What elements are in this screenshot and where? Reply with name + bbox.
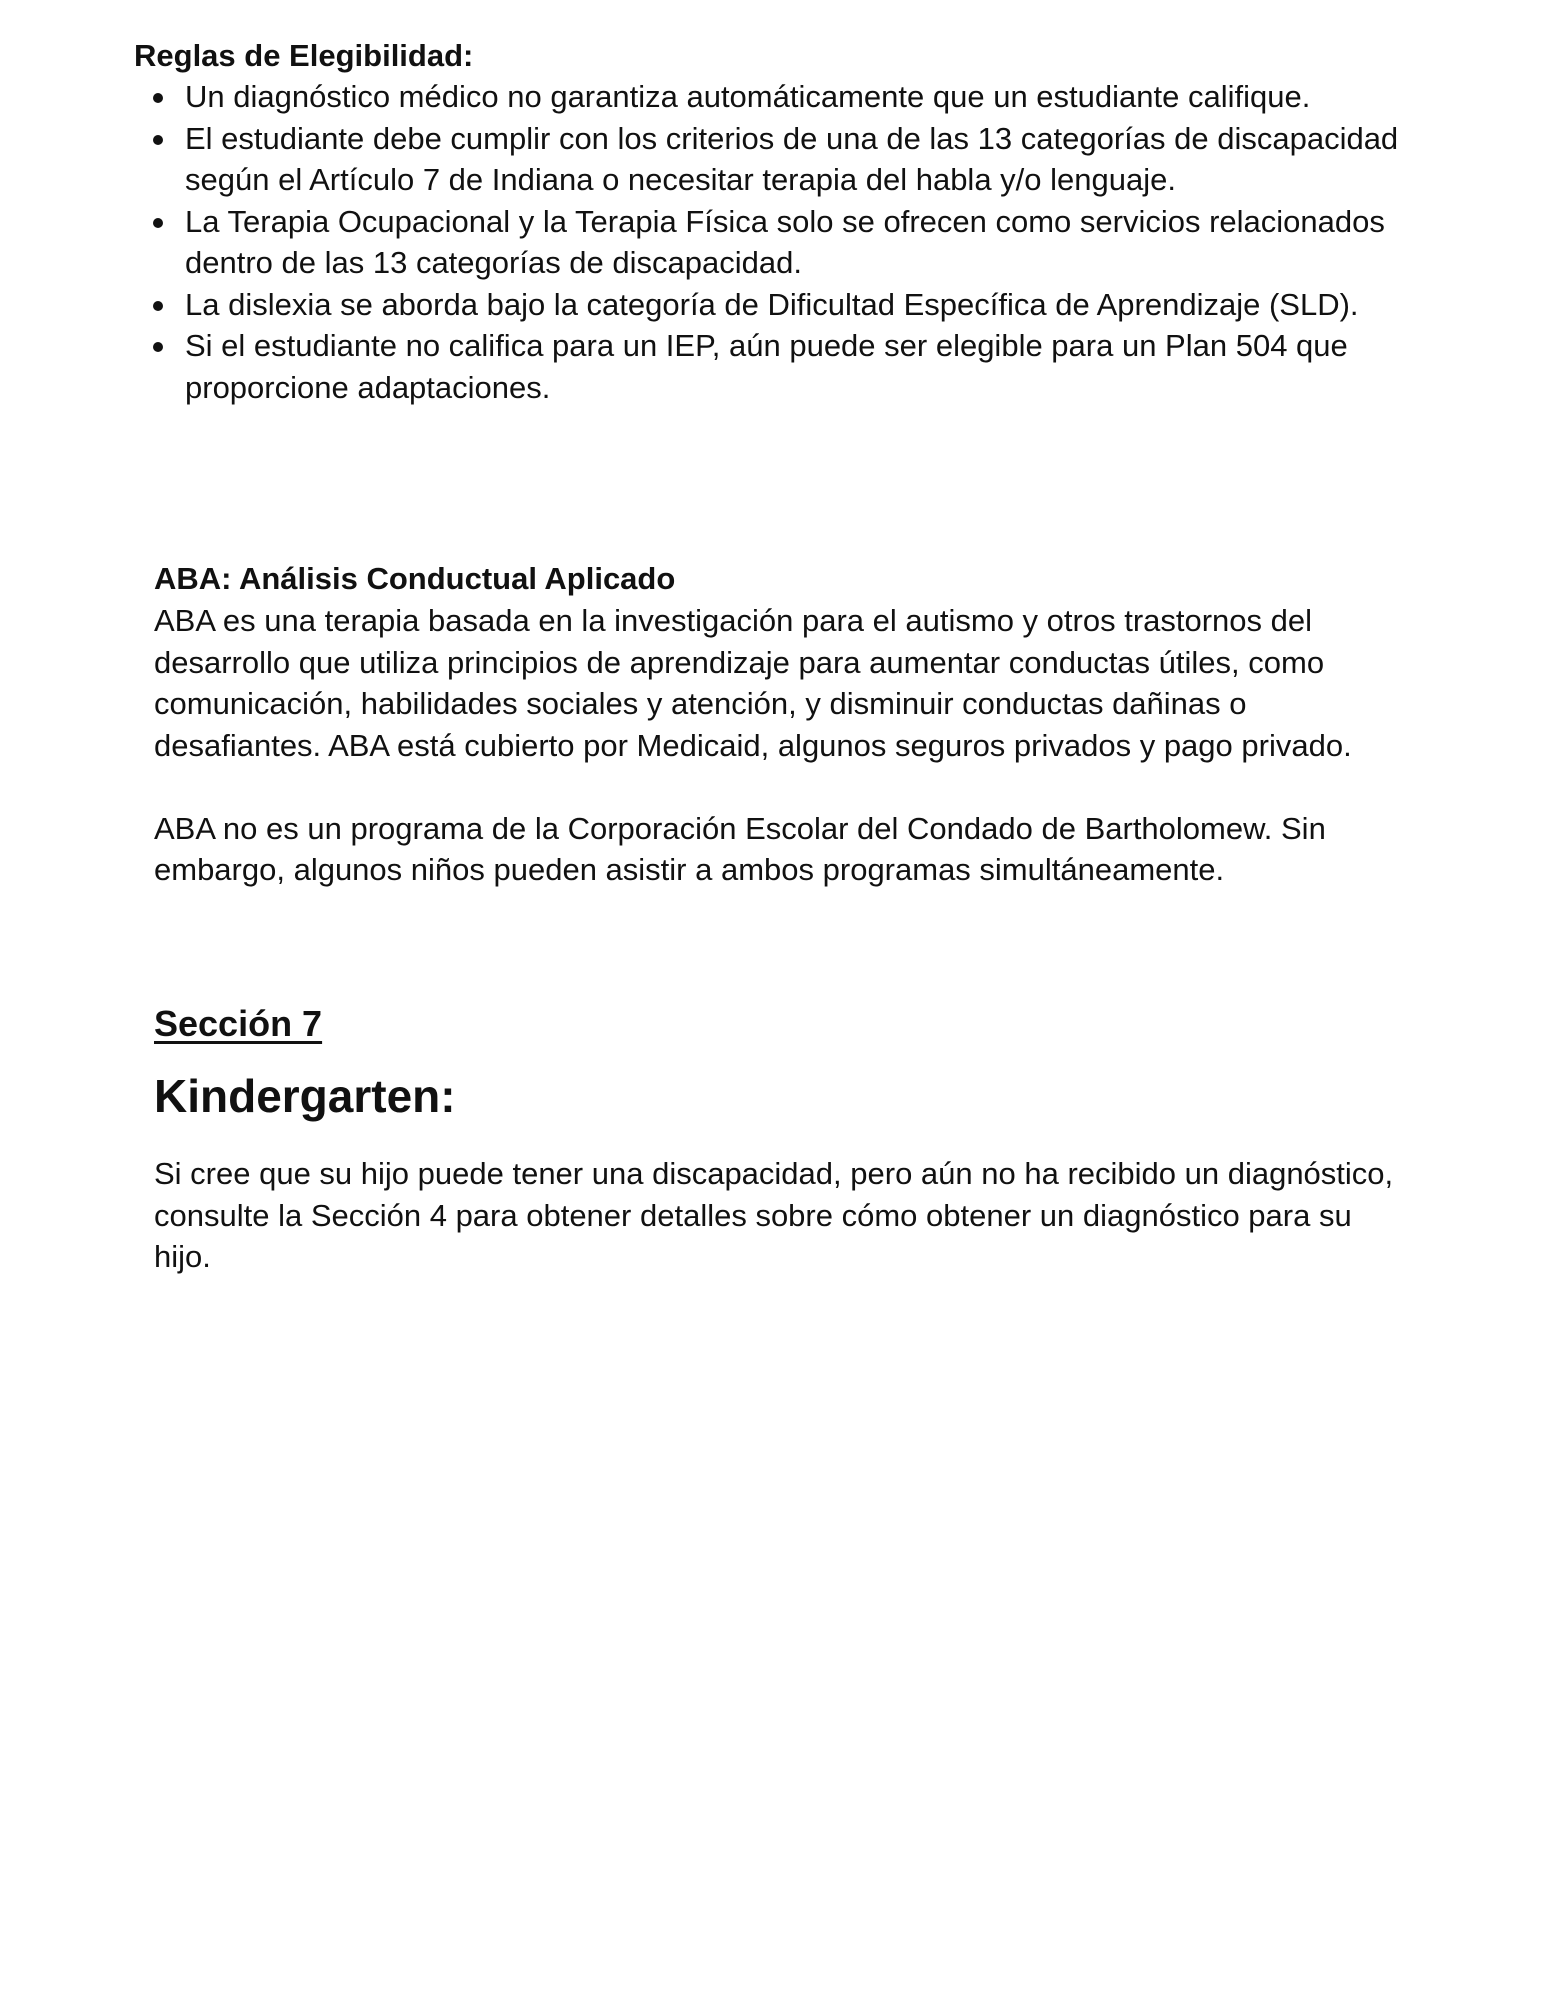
rule-item: Un diagnóstico médico no garantiza automáticamente que un estudiante califique. — [134, 76, 1414, 118]
eligibility-rules-block — [134, 36, 1414, 408]
aba-paragraph-2: ABA no es un programa de la Corporación Escolar del Condado de Bartholomew. Sin embargo, algunos niños pueden asistir a ambos programas simultáneamente. — [154, 810, 1326, 887]
kindergarten-paragraph: Si cree que su hijo puede tener una discapacidad, pero aún no ha recibido un diagnóstico, consulte la Sección 4 para obtener detalles sobre cómo obtener un diagnóstico para su hijo. — [154, 1156, 1394, 1274]
rule-item: El estudiante debe cumplir con los criterios de una de las 13 categorías de discapacidad según el Artículo 7 de Indiana o necesitar terapia del habla y/o lenguaje. — [134, 118, 1414, 201]
rule-item: La dislexia se aborda bajo la categoría de Dificultad Específica de Aprendizaje (SLD). — [134, 284, 1414, 326]
rule-item: La Terapia Ocupacional y la Terapia Física solo se ofrecen como servicios relacionados dentro de las 13 categorías de discapacidad. — [134, 201, 1414, 284]
aba-paragraph-1: ABA es una terapia basada en la investigación para el autismo y otros trastornos del desarrollo que utiliza principios de aprendizaje para aumentar conductas útiles, como comunicación, habilidades sociales y atención, y disminuir conductas dañinas o desafiantes. ABA está cubierto por Medicaid, algunos seguros privados y pago privado. — [154, 603, 1352, 763]
aba-block — [154, 558, 1414, 891]
section-label: Sección 7 — [154, 1003, 323, 1044]
rule-item: Si el estudiante no califica para un IEP, aún puede ser elegible para un Plan 504 que proporcione adaptaciones. — [134, 325, 1414, 408]
paragraph-spacer — [154, 766, 1414, 808]
eligibility-rules-list — [134, 76, 1414, 408]
eligibility-heading: Reglas de Elegibilidad: — [134, 38, 474, 73]
aba-title: ABA: Análisis Conductual Aplicado — [154, 561, 676, 596]
section-title: Kindergarten: — [154, 1070, 456, 1122]
